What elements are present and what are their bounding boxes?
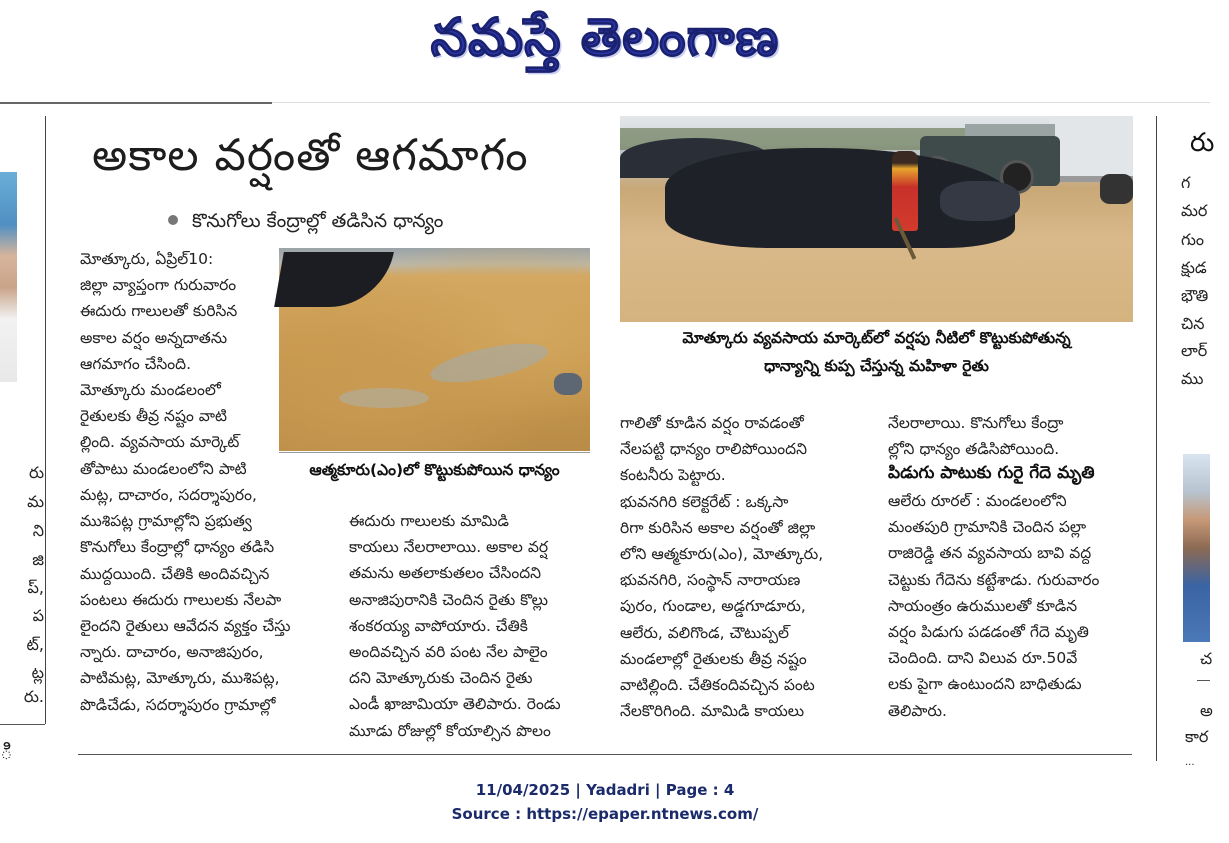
article-text-line: ఈదురు గాలులకు మామిడి (349, 512, 509, 530)
bullet-icon (168, 215, 178, 225)
photo-tarp (940, 181, 1020, 221)
adjacent-article-photo (0, 172, 17, 382)
article-text-line: ఎండీ ఖాజామియా తెలిపారు. రెండు (349, 695, 561, 714)
article-text-line: వాటిల్లింది. చేతికందివచ్చిన పంట (620, 676, 815, 695)
article-text-line: పురం, గుండాల, అడ్డగూడూరు, (620, 597, 806, 616)
article-text-line: ల్లోని ధాన్యం తడిసిపోయింది. (888, 440, 1060, 459)
article-text-line: ఆగమాగం చేసింది. (80, 354, 191, 373)
photo-shed (1050, 116, 1133, 182)
article-column-1-wide (80, 482, 323, 718)
article-subhead-text: కొనుగోలు కేంద్రాల్లో తడిసిన ధాన్యం (192, 210, 444, 232)
column-rule-right (1156, 116, 1157, 761)
article-text-line: ముశిపట్ల గ్రామాల్లోని ప్రభుత్వ (80, 512, 252, 531)
source-link[interactable]: Source : https://epaper.ntnews.com/ (451, 805, 759, 823)
adjacent-text-fragment: ము (1181, 369, 1204, 388)
article-text-line: రాజిరెడ్డి తన వ్యవసాయ బావి వద్ద (888, 544, 1092, 563)
photo-puddle (427, 336, 551, 390)
article-text-line: నేలకొరిగింది. మామిడి కాయలు (620, 702, 805, 721)
article-text-line: చెట్టుకు గేదెను కట్టేశాడు. గురువారం (888, 570, 1100, 589)
adjacent-text-fragment: ట్, (26, 635, 44, 654)
article-text-line: అందివచ్చిన వరి పంట నేల పాలైం (349, 643, 548, 662)
adjacent-text-fragment: జి (32, 550, 44, 569)
article-text-line: ముద్దయింది. చేతికి అందివచ్చిన (80, 564, 270, 583)
article-text-line: కొనుగోలు కేంద్రాల్లో ధాన్యం తడిసి (80, 538, 275, 557)
article-subhead (168, 210, 443, 237)
adjacent-text-fragment: ట్ల (31, 663, 44, 682)
article-column-4 (888, 488, 1133, 724)
adjacent-text-fragment: మర (1181, 201, 1208, 220)
photo-stone (554, 373, 582, 395)
masthead-rule-light (272, 102, 1210, 103)
article-text-line: లకు పైగా ఉంటుందని బాధితుడు (888, 675, 1082, 694)
article-text-line: తమను అతలాకుతలం చేసిందని (349, 564, 542, 583)
article-column-4-top (888, 410, 1133, 462)
photo-caption: ఆత్మకూరు(ఎం)లో కొట్టుకుపోయిన ధాన్యం (279, 452, 590, 487)
article-text-line: లైందని రైతులు ఆవేదన వ్యక్తం చేస్తు (80, 617, 291, 636)
newspaper-logo: నమస్తే తెలంగాణ (430, 8, 780, 68)
adjacent-text-fragment: చిన (1181, 314, 1205, 333)
article-text-line: శంకరయ్య వాపోయారు. చేతికి (349, 616, 528, 635)
adjacent-article-photo (1183, 454, 1210, 642)
adjacent-text-fragment: గుం (1181, 230, 1204, 249)
adjacent-text-fragment: ని (32, 521, 44, 540)
adjacent-text-fragment: లార్ (1181, 341, 1208, 360)
article-text-line: అనాజిపురానికి చెందిన రైతు కొల్లు (349, 590, 548, 609)
column-rule-left (45, 116, 46, 724)
article-column-2 (349, 508, 592, 744)
article-column-1 (80, 246, 270, 482)
article-text-line: భువనగిరి కలెక్టరేట్ : ఒక్కసా (620, 492, 789, 511)
article-text-line: దని మోత్కూరుకు చెందిన రైతు (349, 669, 533, 688)
adjacent-rule (1197, 680, 1210, 681)
article-bottom-rule (78, 754, 1132, 755)
adjacent-text-fragment: రు. (23, 687, 44, 706)
adjacent-text-fragment: ... (1185, 757, 1195, 768)
wet-grain-photo (279, 248, 590, 451)
adjacent-text-fragment: కార (1185, 727, 1209, 746)
article-text-line: తోపాటు మండలంలోని పాటి (80, 459, 247, 478)
adjacent-text-fragment: అ (1200, 701, 1213, 720)
article-text-line: మండలాల్లో రైతులకు తీవ్ర నష్టం (620, 649, 807, 668)
article-text-line: మట్ల, దాచారం, సదర్శాపురం, (80, 486, 257, 504)
photo-caption-2-line: మోత్కూరు వ్యవసాయ మార్కెట్‌లో వర్షపు నీటిలో కొట్టుకుపోతున్న (682, 329, 1071, 347)
article-text-line: న్నారు. దాచారం, అనాజిపురం, (80, 643, 264, 662)
adjacent-text-fragment: ప (32, 606, 44, 625)
article-text-line: ఆలేరు రూరల్ : మండలంలోని (888, 492, 1067, 510)
article-text-line: రైతులకు తీవ్ర నష్టం వాటి (80, 407, 227, 426)
adjacent-text-fragment: ి (0, 740, 13, 765)
adjacent-text-fragment: చ (1200, 649, 1213, 668)
adjacent-text-fragment: భౌతి (1181, 286, 1209, 305)
adjacent-text-fragment: క్షుడ (1181, 258, 1207, 277)
article-text-line: గాలితో కూడిన వర్షం రావడంతో (620, 414, 804, 432)
photo-caption-2-line: ధాన్యాన్ని కుప్ప చేస్తున్న మహిళా రైతు (764, 357, 989, 375)
article-text-line: నేలరాలాయి. కొనుగోలు కేంద్రా (888, 414, 1064, 432)
page-footer (0, 778, 1210, 826)
article-text-line: కాయలు నేలరాలాయి. అకాల వర్ష (349, 538, 549, 557)
article-text-line: పొడిచేడు, సదర్శాపురం గ్రామాల్లో (80, 695, 276, 714)
article-text-line: మంతపురి గ్రామానికి చెందిన పల్లా (888, 518, 1087, 537)
article-text-line: అకాల వర్షం అన్నదాతను (80, 328, 228, 347)
masthead (0, 0, 1210, 100)
article-text-line: పాటిమట్ల, మోత్కూరు, ముశిపట్ల, (80, 669, 280, 688)
article-text-line: భువనగిరి, సంస్థాన్ నారాయణ (620, 571, 801, 590)
article-text-line: మూడు రోజుల్లో కోయాల్సిన పొలం (349, 721, 551, 740)
adjacent-text-fragment: మ (27, 492, 44, 511)
article-text-line: సాయంత్రం ఉరుములతో కూడిన (888, 596, 1078, 615)
adjacent-text-fragment: ప్, (27, 578, 44, 597)
article-text-line: పంటలు ఈదురు గాలులకు నేలపా (80, 590, 282, 609)
adjacent-text-fragment: గ (1181, 173, 1191, 192)
secondary-headline: పిడుగు పాటుకు గురై గేదె మృతి (888, 463, 1095, 483)
article-text-line: ఈదురు గాలులతో కురిసిన (80, 302, 238, 321)
edition-info: 11/04/2025 | Yadadri | Page : 4 (475, 781, 735, 799)
article-headline: అకాల వర్షంతో ఆగమాగం (92, 130, 529, 181)
article-text-line: మోత్కూరు, ఏప్రిల్10: (80, 250, 214, 268)
article-text-line: వర్షం పిడుగు పడడంతో గేదె మృతి (888, 623, 1089, 642)
photo-tarp (274, 252, 394, 307)
adjacent-headline-fragment: రు (1190, 128, 1215, 158)
left-sliver-rule (0, 724, 45, 725)
article-text-line: చెందింది. దాని విలువ రూ.50వే (888, 649, 1078, 668)
article-column-3 (620, 410, 863, 724)
article-text-line: తెలిపారు. (888, 701, 947, 720)
article-text-line: కంటనీరు పెట్టారు. (620, 466, 726, 485)
article-text-line: లోని ఆత్మకూరు(ఎం), మోత్కూరు, (620, 545, 824, 564)
adjacent-text-fragment: రు (28, 463, 44, 482)
article-text-line: మోత్కూరు మండలంలో (80, 381, 221, 400)
article-text-line: జిల్లా వ్యాప్తంగా గురువారం (80, 276, 237, 295)
article-text-line: రిగా కురిసిన అకాల వర్షంతో జిల్లా (620, 518, 816, 537)
article-text-line: నేలపట్టి ధాన్యం రాలిపోయిందని (620, 440, 807, 459)
article-text-line: ల్లింది. వ్యవసాయ మార్కెట్ (80, 433, 240, 452)
article-text-line: ఆలేరు, వలిగొండ, చౌటుప్పల్ (620, 623, 789, 642)
market-photo (620, 116, 1133, 322)
photo-puddle (339, 388, 429, 408)
photo-motorbike (1100, 174, 1133, 204)
photo-caption-2 (620, 324, 1133, 380)
masthead-rule (0, 102, 272, 104)
